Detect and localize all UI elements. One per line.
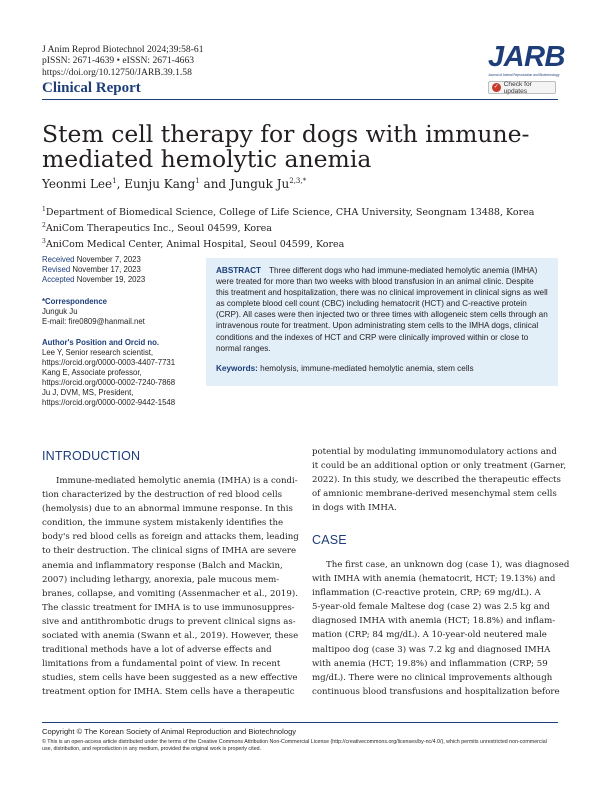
text-line: 2022). In this study, we described the therapeutic effects [312,475,561,486]
case-body [312,558,570,699]
affiliation-text: Department of Biomedical Science, College of Life Science, CHA University, Seongnam 13488, Korea [45,207,535,219]
text-line: 2007) including lethargy, anorexia, pale mucous mem- [42,574,280,585]
text-line: The classic treatment for IMHA is to use immunosuppres- [42,602,295,613]
issn-line: pISSN: 2671-4639 • eISSN: 2671-4663 [42,55,195,67]
text-line: it could be an additional option or only treatment (Garner, [312,461,567,472]
copyright-notice: Copyright © The Korean Society of Animal Reproduction and Biotechnology [42,727,297,736]
affiliation-number: 1 [42,206,46,213]
text-line: limitations from a fundamental point of view. In recent [42,659,281,670]
text-line: to their destruction. The clinical signs of IMHA are severe [42,546,297,557]
text-line: studies, stem cells have been suggested as a new effective [42,673,298,684]
text-line: body's red blood cells as foreign and attacks them, leading [42,532,299,543]
received-date: Received November 7, 2023 [42,255,141,264]
text-line: traditional methods have a lot of adverse effects and [42,645,272,656]
affiliation [42,236,534,252]
text-line: with IMHA with anemia (hematocrit, HCT; 19.13%) and [312,574,556,585]
case-heading: CASE [312,533,347,547]
text-line: anemia and inflammatory response (Balch and Mackin, [42,560,283,571]
text-line: condition, the immune system mistakenly identifies the [42,518,284,529]
text-line: in dogs with IMHA. [312,503,397,514]
affiliation-text: AniCom Medical Center, Animal Hospital, Seoul 04599, Korea [45,238,345,250]
check-updates-button[interactable] [488,81,556,94]
text-line: branes, collapse, and vomiting (Assenmacher et al., 2019). [42,588,298,599]
affiliation-list [42,204,534,251]
author-name: Junguk Ju [229,177,290,191]
footer-divider [42,722,558,723]
correspondence-name: Junguk Ju [42,307,78,316]
introduction-heading: INTRODUCTION [42,449,141,463]
text-line: mation (CRP; 84 mg/dL). A 10-year-old neutered male [312,630,547,641]
text-line: with anemia (HCT; 19.8%) and inflammation (CRP; 59 [312,658,548,669]
correspondence-heading: *Correspondence [42,297,107,306]
logo-subtitle: Journal of Animal Reproduction and Biotechnology [488,73,560,77]
text-line: sive and antithrombotic drugs to prevent clinical signs as- [42,616,296,627]
text-line: Immune-mediated hemolytic anemia (IMHA) is a condi- [56,476,298,486]
text-line: inflammation (C-reactive protein, CRP; 69 mg/dL). A [312,588,541,599]
text-line: sociated with anemia (Swann et al., 2019). However, these [42,631,299,642]
keywords-text: hemolysis, immune-mediated hemolytic anemia, stem cells [260,363,474,373]
journal-logo [488,41,565,78]
abstract-box [206,258,558,386]
text-line: maltipoo dog (case 3) was 7.2 kg and diagnosed IMHA [312,644,551,655]
logo-wordmark: JARB [488,41,565,73]
orcid-heading: Author's Position and Orcid no. [42,338,160,347]
text-line: of amnionic membrane-derived mesenchymal stem cells [312,489,557,500]
license-notice: © This is an open-access article distributed under the terms of the Creative Commons Attribution Non-Commercial License (http://creativecommons.org/licenses/by-nc/4.0/), which permits unrestricted non-commercial use, distribution, and reproduction in any medium, provided the original work is properly cited. [42,739,547,752]
text-line: tion characterized by the destruction of red blood cells [42,490,282,501]
author-name: Yeonmi Lee [42,177,113,191]
author-affil-ref: 2,3,* [289,177,307,185]
text-line: continuous blood transfusions and hospitalization before [312,686,560,697]
update-check-icon: ✓ [493,84,499,90]
affiliation-number: 3 [42,237,46,245]
text-line: The first case, an unknown dog (case 1), was diagnosed [326,560,570,570]
article-type: Clinical Report [42,80,141,96]
keywords-label: Keywords: [216,363,258,373]
affiliation-text: AniCom Therapeutics Inc., Seoul 04599, Korea [45,222,272,234]
header-divider [42,99,558,100]
introduction-body [42,474,299,700]
orcid-line: Ju J, DVM, MS, President, [42,388,134,397]
keywords [216,363,548,374]
affiliation [42,204,534,220]
doi-link[interactable]: https://doi.org/10.12750/JARB.39.1.58 [42,66,192,78]
orcid-list [42,348,202,408]
author-name: Eunju Kang [124,177,196,191]
abstract-label: ABSTRACT [216,266,262,275]
text-line: potential by modulating immunomodulatory actions and [312,447,557,457]
text-line: 5-year-old female Maltese dog (case 2) was 2.5 kg and [312,602,550,613]
affiliation-number: 2 [42,221,46,229]
text-line: diagnosed IMHA with anemia (HCT; 18.8%) and inflam- [312,616,556,627]
check-updates-label: Check for updates [503,80,532,95]
correspondence-email[interactable]: E-mail: fire0809@hanmail.net [42,317,145,326]
orcid-line: Kang E, Associate professor, [42,368,142,377]
abstract-text: Three different dogs who had immune-mediated hemolytic anemia (IMHA) were treated for more than two weeks with blood transfusion in an animal clinic. Despite this treatment and hospitalization, there was no clinical improvement in clinical signs as well as complete blood cell count (CBC) including hematocrit (HCT) and C-reactive protein (CRP). All cases were then injected two or three times with allogeneic stem cells through an intravenous route for treatment. Upon administrating stem cells to the IMHA dogs, clinical conditions and the indexes of HCT and CRP were clinically improved within or close to normal ranges. [216,266,548,353]
orcid-line: https://orcid.org/0000-0003-4407-7731 [42,358,176,367]
author-affil-ref: 1 [195,177,200,185]
orcid-line: https://orcid.org/0000-0002-9442-1548 [42,398,176,407]
author-list: Yeonmi Lee$^1$, Eunju Kang$^1$ and Junguk $Ju^{2,3,*}$ [42,177,307,191]
text-line: (hemolysis) due to an abnormal immune response. In this [42,504,293,515]
article-sidebar [42,255,202,408]
orcid-line: https://orcid.org/0000-0002-7240-7868 [42,378,176,387]
journal-meta [42,44,204,78]
abstract-body [216,265,548,354]
revised-date: Revised November 17, 2023 [42,265,141,274]
orcid-line: Lee Y, Senior research scientist, [42,348,154,357]
right-column-intro-cont [312,445,567,515]
accepted-date: Accepted November 19, 2023 [42,275,146,284]
article-title: Stem cell therapy for dogs with immune-mediated hemolytic anemia [42,120,530,173]
text-line: mg/dL). There were no clinical improvements although [312,672,553,683]
journal-citation: J Anim Reprod Biotechnol 2024;39:58-61 [42,44,204,55]
affiliation [42,220,534,236]
author-affil-ref: 1 [112,177,117,185]
text-line: treatment option for IMHA. Stem cells have a therapeutic [42,687,295,698]
